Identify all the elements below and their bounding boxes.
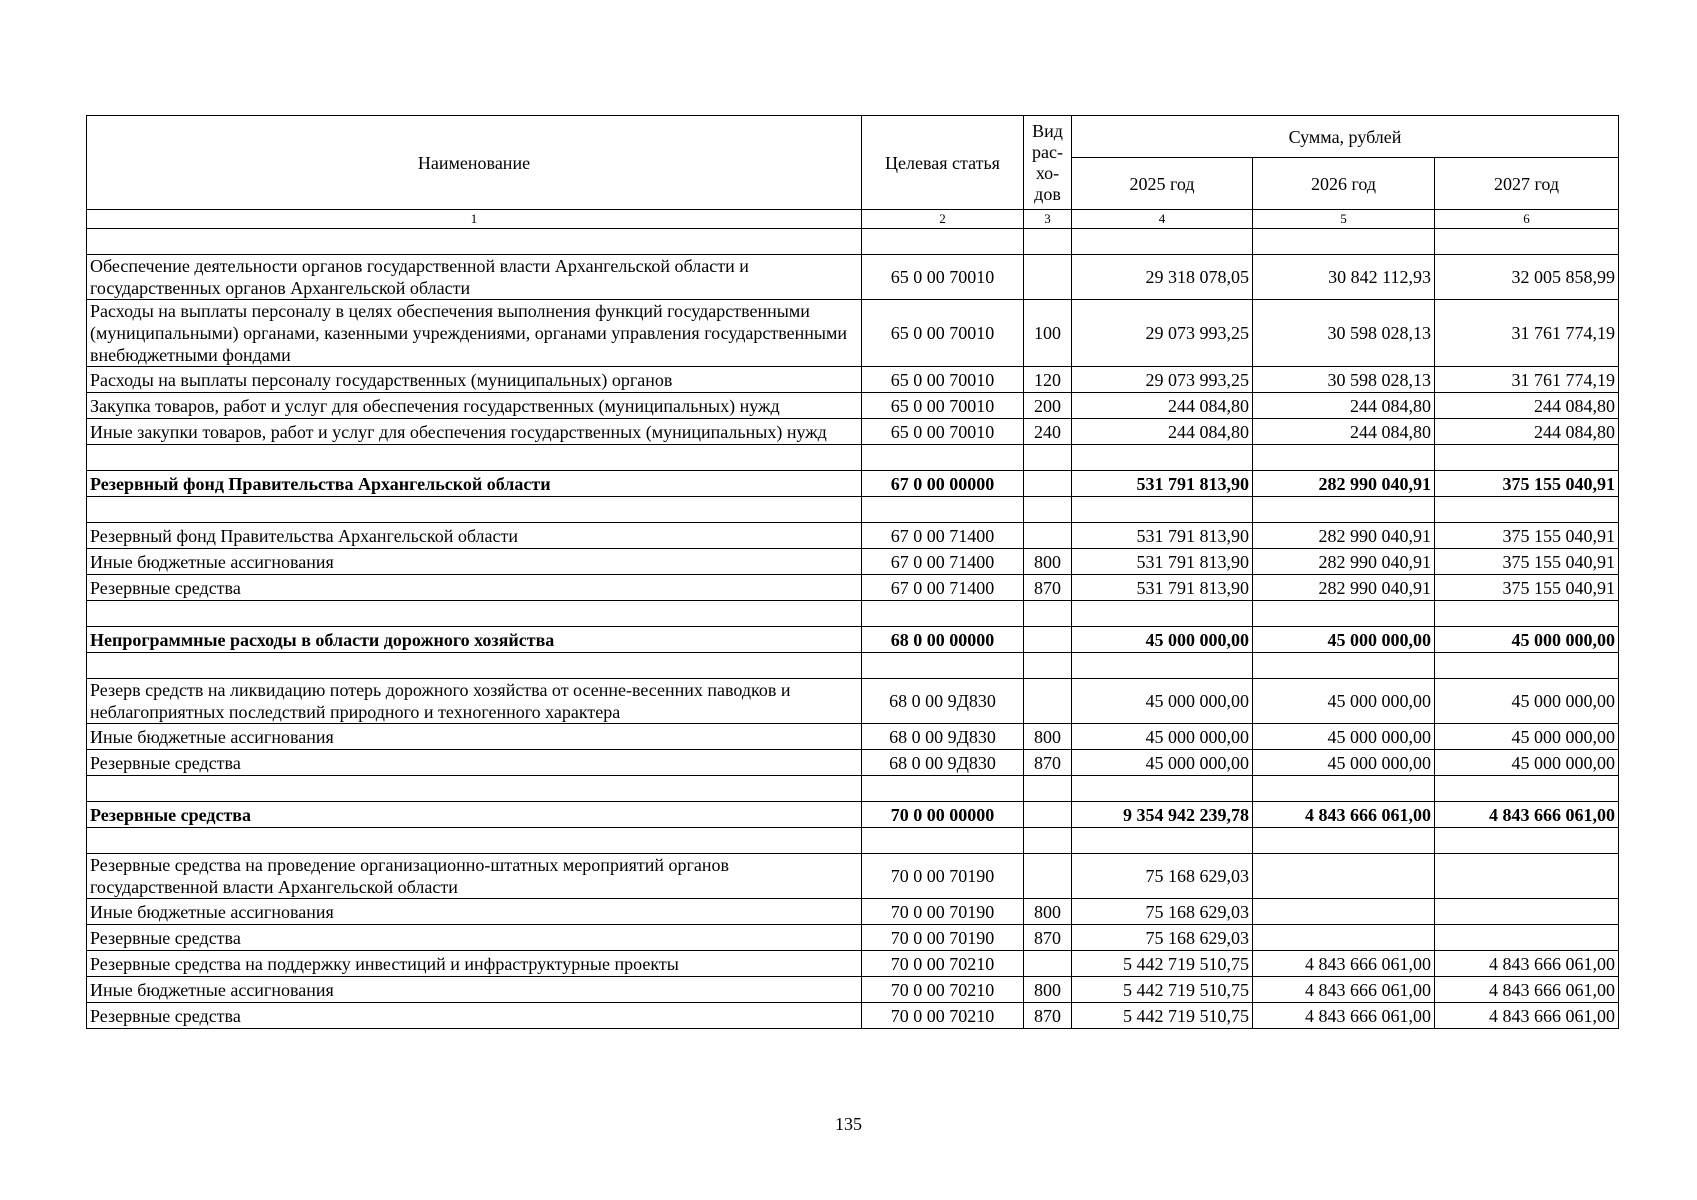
row-amount-2026: 244 084,80 xyxy=(1253,393,1435,419)
empty-cell xyxy=(1253,653,1435,679)
empty-cell xyxy=(1024,776,1072,802)
row-amount-2025: 9 354 942 239,78 xyxy=(1072,802,1253,828)
row-amount-2025: 531 791 813,90 xyxy=(1072,523,1253,549)
table-row xyxy=(87,393,1619,419)
table-row xyxy=(87,549,1619,575)
row-expense-type: 870 xyxy=(1024,1003,1072,1029)
row-amount-2026 xyxy=(1253,925,1435,951)
row-target-article: 67 0 00 71400 xyxy=(862,523,1024,549)
row-name: Расходы на выплаты персоналу государственных (муниципальных) органов xyxy=(87,367,862,393)
row-expense-type: 870 xyxy=(1024,925,1072,951)
row-target-article: 70 0 00 70210 xyxy=(862,1003,1024,1029)
row-amount-2025: 244 084,80 xyxy=(1072,393,1253,419)
row-amount-2026: 45 000 000,00 xyxy=(1253,724,1435,750)
row-name: Иные бюджетные ассигнования xyxy=(87,549,862,575)
row-expense-type: 200 xyxy=(1024,393,1072,419)
row-amount-2025: 75 168 629,03 xyxy=(1072,854,1253,899)
row-expense-type xyxy=(1024,255,1072,300)
row-amount-2027: 45 000 000,00 xyxy=(1435,627,1619,653)
header-target-article: Целевая статья xyxy=(862,116,1024,210)
table-row xyxy=(87,977,1619,1003)
row-expense-type: 800 xyxy=(1024,977,1072,1003)
column-number: 5 xyxy=(1253,210,1435,229)
empty-cell xyxy=(1072,828,1253,854)
row-amount-2027: 375 155 040,91 xyxy=(1435,549,1619,575)
empty-cell xyxy=(862,776,1024,802)
row-target-article: 68 0 00 9Д830 xyxy=(862,750,1024,776)
empty-cell xyxy=(1435,776,1619,802)
row-amount-2026: 30 598 028,13 xyxy=(1253,300,1435,367)
row-expense-type: 240 xyxy=(1024,419,1072,445)
spacer-row xyxy=(87,776,1619,802)
row-name: Непрограммные расходы в области дорожного хозяйства xyxy=(87,627,862,653)
row-amount-2025: 45 000 000,00 xyxy=(1072,724,1253,750)
row-amount-2025: 244 084,80 xyxy=(1072,419,1253,445)
row-amount-2026: 282 990 040,91 xyxy=(1253,523,1435,549)
empty-cell xyxy=(1253,828,1435,854)
row-expense-type: 100 xyxy=(1024,300,1072,367)
row-amount-2027: 31 761 774,19 xyxy=(1435,300,1619,367)
row-target-article: 70 0 00 70210 xyxy=(862,951,1024,977)
row-amount-2025: 531 791 813,90 xyxy=(1072,471,1253,497)
row-target-article: 65 0 00 70010 xyxy=(862,255,1024,300)
column-number: 3 xyxy=(1024,210,1072,229)
empty-cell xyxy=(862,601,1024,627)
row-target-article: 68 0 00 9Д830 xyxy=(862,724,1024,750)
row-amount-2026: 4 843 666 061,00 xyxy=(1253,951,1435,977)
empty-cell xyxy=(862,828,1024,854)
empty-cell xyxy=(1072,497,1253,523)
spacer-row xyxy=(87,445,1619,471)
row-amount-2027: 375 155 040,91 xyxy=(1435,471,1619,497)
column-number-row xyxy=(87,210,1619,229)
empty-cell xyxy=(1253,445,1435,471)
row-expense-type xyxy=(1024,679,1072,724)
header-year-2025: 2025 год xyxy=(1072,158,1253,210)
page-number: 135 xyxy=(835,1114,862,1134)
empty-cell xyxy=(1435,229,1619,255)
row-amount-2025: 75 168 629,03 xyxy=(1072,899,1253,925)
table-row xyxy=(87,255,1619,300)
row-target-article: 70 0 00 00000 xyxy=(862,802,1024,828)
table-row xyxy=(87,1003,1619,1029)
row-name: Резервные средства xyxy=(87,1003,862,1029)
row-name: Иные бюджетные ассигнования xyxy=(87,899,862,925)
empty-cell xyxy=(862,497,1024,523)
row-amount-2026 xyxy=(1253,854,1435,899)
empty-cell xyxy=(87,445,862,471)
row-target-article: 65 0 00 70010 xyxy=(862,367,1024,393)
empty-cell xyxy=(87,601,862,627)
row-target-article: 67 0 00 71400 xyxy=(862,549,1024,575)
empty-cell xyxy=(87,776,862,802)
row-amount-2027: 45 000 000,00 xyxy=(1435,724,1619,750)
empty-cell xyxy=(87,229,862,255)
column-number: 4 xyxy=(1072,210,1253,229)
row-expense-type xyxy=(1024,627,1072,653)
row-amount-2026: 45 000 000,00 xyxy=(1253,679,1435,724)
row-amount-2027: 4 843 666 061,00 xyxy=(1435,951,1619,977)
row-amount-2025: 75 168 629,03 xyxy=(1072,925,1253,951)
header-year-2027: 2027 год xyxy=(1435,158,1619,210)
row-amount-2025: 29 073 993,25 xyxy=(1072,300,1253,367)
row-amount-2027: 45 000 000,00 xyxy=(1435,679,1619,724)
empty-cell xyxy=(87,497,862,523)
row-name: Резервные средства xyxy=(87,925,862,951)
empty-cell xyxy=(1253,229,1435,255)
empty-cell xyxy=(1072,229,1253,255)
row-amount-2027: 375 155 040,91 xyxy=(1435,575,1619,601)
row-expense-type xyxy=(1024,854,1072,899)
section-total-row xyxy=(87,802,1619,828)
table-row xyxy=(87,523,1619,549)
row-amount-2026: 282 990 040,91 xyxy=(1253,549,1435,575)
header-sum: Сумма, рублей xyxy=(1072,116,1619,158)
row-expense-type: 870 xyxy=(1024,575,1072,601)
empty-cell xyxy=(1072,601,1253,627)
row-amount-2027: 4 843 666 061,00 xyxy=(1435,1003,1619,1029)
table-row xyxy=(87,300,1619,367)
row-name: Резервные средства xyxy=(87,750,862,776)
row-amount-2026: 30 842 112,93 xyxy=(1253,255,1435,300)
column-number: 2 xyxy=(862,210,1024,229)
row-name: Резервные средства на проведение организационно-штатных мероприятий органов государственной власти Архангельской области xyxy=(87,854,862,899)
table-row xyxy=(87,367,1619,393)
row-amount-2026 xyxy=(1253,899,1435,925)
empty-cell xyxy=(1024,229,1072,255)
row-amount-2025: 29 073 993,25 xyxy=(1072,367,1253,393)
header-name: Наименование xyxy=(87,116,862,210)
row-target-article: 67 0 00 71400 xyxy=(862,575,1024,601)
empty-cell xyxy=(1024,601,1072,627)
empty-cell xyxy=(1435,828,1619,854)
row-expense-type: 800 xyxy=(1024,899,1072,925)
table-row xyxy=(87,899,1619,925)
spacer-row xyxy=(87,828,1619,854)
row-amount-2026: 282 990 040,91 xyxy=(1253,575,1435,601)
empty-cell xyxy=(1072,653,1253,679)
row-name: Иные закупки товаров, работ и услуг для обеспечения государственных (муниципальных) нужд xyxy=(87,419,862,445)
empty-cell xyxy=(862,445,1024,471)
row-name: Резервные средства xyxy=(87,575,862,601)
row-target-article: 68 0 00 9Д830 xyxy=(862,679,1024,724)
row-expense-type xyxy=(1024,802,1072,828)
row-name: Резервные средства xyxy=(87,802,862,828)
row-amount-2025: 5 442 719 510,75 xyxy=(1072,1003,1253,1029)
empty-cell xyxy=(1072,776,1253,802)
row-expense-type: 800 xyxy=(1024,724,1072,750)
row-amount-2025: 45 000 000,00 xyxy=(1072,750,1253,776)
row-amount-2026: 244 084,80 xyxy=(1253,419,1435,445)
row-target-article: 70 0 00 70190 xyxy=(862,925,1024,951)
empty-cell xyxy=(862,229,1024,255)
table-row xyxy=(87,854,1619,899)
empty-cell xyxy=(87,653,862,679)
row-name: Иные бюджетные ассигнования xyxy=(87,977,862,1003)
row-target-article: 70 0 00 70190 xyxy=(862,854,1024,899)
row-amount-2026: 4 843 666 061,00 xyxy=(1253,977,1435,1003)
empty-cell xyxy=(1253,497,1435,523)
table-row xyxy=(87,419,1619,445)
row-amount-2026: 282 990 040,91 xyxy=(1253,471,1435,497)
empty-cell xyxy=(1024,497,1072,523)
row-amount-2025: 531 791 813,90 xyxy=(1072,549,1253,575)
row-amount-2027 xyxy=(1435,925,1619,951)
row-expense-type: 870 xyxy=(1024,750,1072,776)
spacer-row xyxy=(87,497,1619,523)
row-name: Обеспечение деятельности органов государственной власти Архангельской области и государственных органов Архангельской области xyxy=(87,255,862,300)
row-amount-2027: 375 155 040,91 xyxy=(1435,523,1619,549)
row-name: Иные бюджетные ассигнования xyxy=(87,724,862,750)
row-target-article: 70 0 00 70210 xyxy=(862,977,1024,1003)
table-row xyxy=(87,575,1619,601)
empty-cell xyxy=(1024,653,1072,679)
row-name: Резервный фонд Правительства Архангельской области xyxy=(87,523,862,549)
row-amount-2025: 531 791 813,90 xyxy=(1072,575,1253,601)
row-amount-2027: 4 843 666 061,00 xyxy=(1435,977,1619,1003)
row-target-article: 70 0 00 70190 xyxy=(862,899,1024,925)
row-amount-2026: 45 000 000,00 xyxy=(1253,627,1435,653)
row-amount-2025: 29 318 078,05 xyxy=(1072,255,1253,300)
table-row xyxy=(87,925,1619,951)
empty-cell xyxy=(87,828,862,854)
row-amount-2027: 32 005 858,99 xyxy=(1435,255,1619,300)
row-amount-2027: 244 084,80 xyxy=(1435,419,1619,445)
table-row xyxy=(87,724,1619,750)
empty-cell xyxy=(1435,445,1619,471)
row-name: Резерв средств на ликвидацию потерь дорожного хозяйства от осенне-весенних паводков и неблагоприятных последствий природного и техногенного характера xyxy=(87,679,862,724)
header-year-2026: 2026 год xyxy=(1253,158,1435,210)
table-row xyxy=(87,679,1619,724)
row-amount-2027: 31 761 774,19 xyxy=(1435,367,1619,393)
row-amount-2026: 4 843 666 061,00 xyxy=(1253,1003,1435,1029)
row-amount-2025: 45 000 000,00 xyxy=(1072,679,1253,724)
empty-cell xyxy=(1435,497,1619,523)
spacer-row xyxy=(87,229,1619,255)
row-amount-2027: 4 843 666 061,00 xyxy=(1435,802,1619,828)
column-number: 6 xyxy=(1435,210,1619,229)
spacer-row xyxy=(87,601,1619,627)
row-name: Резервный фонд Правительства Архангельской области xyxy=(87,471,862,497)
header-expense-type: Вид рас-хо-дов xyxy=(1024,116,1072,210)
table-body xyxy=(87,229,1619,1029)
row-name: Резервные средства на поддержку инвестиций и инфраструктурные проекты xyxy=(87,951,862,977)
column-number: 1 xyxy=(87,210,862,229)
row-name: Расходы на выплаты персоналу в целях обеспечения выполнения функций государственными (муниципальными) органами, казенными учреждениями, органами управления государственными внебюджетными фондами xyxy=(87,300,862,367)
spacer-row xyxy=(87,653,1619,679)
row-expense-type: 800 xyxy=(1024,549,1072,575)
empty-cell xyxy=(1024,828,1072,854)
row-amount-2026: 45 000 000,00 xyxy=(1253,750,1435,776)
row-target-article: 65 0 00 70010 xyxy=(862,300,1024,367)
empty-cell xyxy=(1024,445,1072,471)
row-amount-2027: 45 000 000,00 xyxy=(1435,750,1619,776)
section-total-row xyxy=(87,627,1619,653)
empty-cell xyxy=(1253,601,1435,627)
row-target-article: 67 0 00 00000 xyxy=(862,471,1024,497)
row-name: Закупка товаров, работ и услуг для обеспечения государственных (муниципальных) нужд xyxy=(87,393,862,419)
row-amount-2026: 30 598 028,13 xyxy=(1253,367,1435,393)
row-amount-2027: 244 084,80 xyxy=(1435,393,1619,419)
row-expense-type: 120 xyxy=(1024,367,1072,393)
table-row xyxy=(87,951,1619,977)
row-target-article: 65 0 00 70010 xyxy=(862,419,1024,445)
row-target-article: 65 0 00 70010 xyxy=(862,393,1024,419)
empty-cell xyxy=(1072,445,1253,471)
row-amount-2027 xyxy=(1435,899,1619,925)
empty-cell xyxy=(1435,653,1619,679)
budget-table xyxy=(86,115,1619,1029)
row-amount-2026: 4 843 666 061,00 xyxy=(1253,802,1435,828)
row-expense-type xyxy=(1024,471,1072,497)
row-expense-type xyxy=(1024,523,1072,549)
section-total-row xyxy=(87,471,1619,497)
row-amount-2025: 5 442 719 510,75 xyxy=(1072,977,1253,1003)
row-amount-2027 xyxy=(1435,854,1619,899)
empty-cell xyxy=(1435,601,1619,627)
empty-cell xyxy=(862,653,1024,679)
row-expense-type xyxy=(1024,951,1072,977)
row-amount-2025: 45 000 000,00 xyxy=(1072,627,1253,653)
table-row xyxy=(87,750,1619,776)
row-amount-2025: 5 442 719 510,75 xyxy=(1072,951,1253,977)
empty-cell xyxy=(1253,776,1435,802)
row-target-article: 68 0 00 00000 xyxy=(862,627,1024,653)
